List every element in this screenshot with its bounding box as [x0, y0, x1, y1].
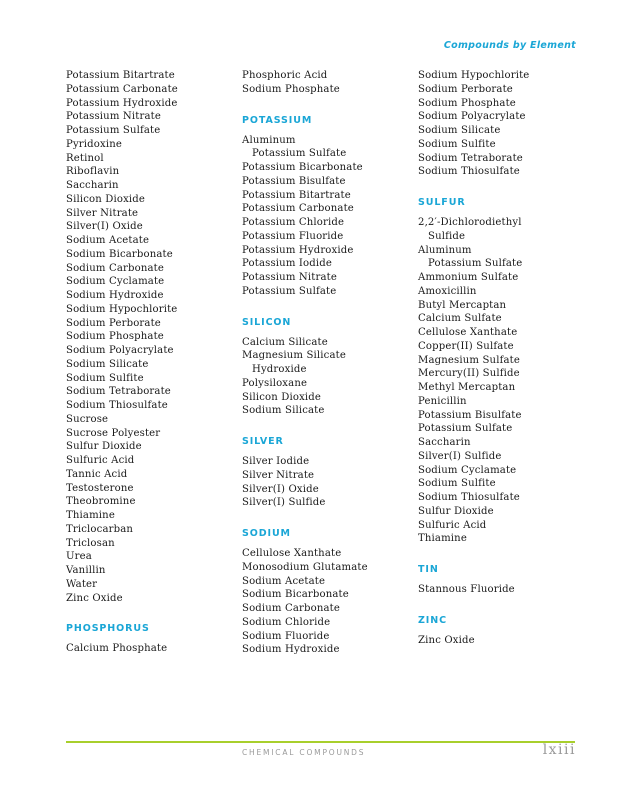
compound-entry: Sodium Hydroxide [242, 644, 340, 656]
compound-entry: Cellulose Xanthate [242, 548, 342, 559]
compound-entry: Sodium Silicate [418, 125, 501, 136]
compound-entry: Sodium Bicarbonate [66, 248, 173, 260]
section-heading-silver: SILVER [242, 436, 284, 447]
compound-entry: Potassium Sulfate [418, 423, 513, 435]
compound-entry: Sodium Carbonate [66, 262, 165, 274]
compound-entry: Potassium Nitrate [66, 111, 161, 123]
compound-entry: Sodium Chloride [242, 616, 331, 628]
compound-entry: Theobromine [66, 496, 136, 508]
running-head: Compounds by Element [443, 40, 576, 51]
compound-entry: Silver(I) Oxide [66, 221, 143, 233]
compound-entry: Potassium Hydroxide [66, 97, 178, 109]
compound-entry: Ammonium Sulfate [418, 272, 519, 283]
compound-entry: Sodium Sulfite [418, 138, 496, 150]
column-3 [418, 69, 588, 648]
compound-entry: Vanillin [66, 565, 106, 576]
page-number: lxiii [542, 742, 576, 758]
compound-entry: Magnesium Silicate Hydroxide [242, 350, 346, 375]
compound-entry: Silver Nitrate [242, 469, 315, 481]
compound-entry: Sucrose [66, 413, 109, 425]
compound-entry: Saccharin [66, 180, 119, 191]
compound-entry: Potassium Bisulfate [242, 175, 346, 187]
compound-entry: Mercury(II) Sulfide [418, 368, 520, 380]
compound-entry: Penicillin [418, 395, 467, 407]
compound-entry: Thiamine [66, 510, 115, 521]
compound-entry: Potassium Bicarbonate [242, 162, 363, 173]
compound-entry: Sodium Hypochlorite [418, 70, 530, 81]
compound-entry: Triclocarban [66, 523, 134, 535]
compound-entry: Sulfuric Acid [418, 519, 487, 531]
compound-entry: Sodium Cyclamate [418, 464, 517, 476]
compound-list [66, 69, 236, 605]
compound-entry: Sodium Silicate [242, 405, 325, 417]
compound-entry: Calcium Sulfate [418, 313, 502, 325]
compound-entry: Silver(I) Sulfide [242, 497, 326, 509]
compound-entry: Triclosan [66, 537, 115, 549]
compound-entry: Copper(II) Sulfate [418, 340, 514, 352]
compound-entry: Zinc Oxide [418, 634, 475, 646]
compound-entry: Sodium Phosphate [66, 331, 164, 343]
compound-entry: Sodium Tetraborate [66, 386, 171, 398]
compound-entry: Silver(I) Oxide [242, 483, 319, 495]
compound-entry: Retinol [66, 152, 104, 164]
compound-entry: Potassium Sulfate [66, 125, 161, 136]
compound-entry: Riboflavin [66, 166, 120, 178]
compound-entry: Amoxicillin [418, 285, 477, 297]
section-heading-zinc: ZINC [418, 614, 447, 626]
compound-entry: Polysiloxane [242, 377, 308, 389]
section-heading-phosphorus: PHOSPHORUS [66, 623, 150, 635]
compound-entry: Potassium Fluoride [242, 230, 344, 242]
compound-entry: Silicon Dioxide [242, 391, 322, 403]
compound-entry: Potassium Carbonate [242, 203, 354, 215]
compound-entry: Sodium Thiosulfate [418, 166, 520, 178]
compound-entry: Sodium Bicarbonate [242, 589, 349, 601]
section-heading-sodium: SODIUM [242, 528, 291, 539]
compound-entry: Sodium Perborate [66, 317, 161, 329]
compound-entry: Sodium Polyacrylate [66, 345, 174, 356]
compound-entry: Methyl Mercaptan [418, 382, 516, 393]
compound-entry: Sodium Hypochlorite [66, 303, 178, 315]
compound-entry: Phosphoric Acid [242, 70, 328, 81]
compound-entry: Potassium Carbonate [66, 83, 178, 95]
compound-entry: Potassium Nitrate [242, 272, 337, 283]
compound-entry: Sodium Silicate [66, 358, 149, 370]
compound-entry: Sodium Polyacrylate [418, 111, 526, 123]
compound-entry: Zinc Oxide [66, 592, 123, 604]
compound-entry: Aluminum Potassium Sulfate [418, 244, 523, 270]
compound-entry: Saccharin [418, 437, 471, 448]
compound-entry: Sodium Tetraborate [418, 152, 523, 164]
compound-entry: Sodium Phosphate [418, 97, 516, 109]
compound-entry: Urea [66, 551, 92, 563]
compound-entry: Pyridoxine [66, 138, 122, 150]
section-heading-tin: TIN [418, 564, 439, 575]
compound-entry: Sulfur Dioxide [418, 505, 494, 517]
compound-entry: Potassium Bisulfate [418, 409, 522, 421]
column-1 [66, 69, 236, 656]
compound-entry: Sodium Cyclamate [66, 276, 165, 288]
compound-entry: Cellulose Xanthate [418, 327, 518, 338]
compound-entry: Calcium Phosphate [66, 643, 168, 655]
compound-entry: Sodium Carbonate [242, 603, 341, 614]
compound-entry: Potassium Iodide [242, 258, 332, 270]
compound-entry: Sodium Hydroxide [66, 290, 164, 301]
compound-entry: Thiamine [418, 533, 467, 545]
compound-entry: Potassium Hydroxide [242, 244, 354, 256]
section-heading-potassium: POTASSIUM [242, 114, 313, 126]
compound-entry: 2,2′-Dichlorodiethyl Sulfide [418, 217, 522, 242]
compound-entry: Sodium Phosphate [242, 83, 340, 95]
compound-entry: Sodium Sulfite [418, 478, 496, 490]
compound-entry: Tannic Acid [66, 468, 128, 480]
compound-entry: Testosterone [66, 482, 134, 494]
footer-title: CHEMICAL COMPOUNDS [242, 748, 366, 757]
compound-entry: Potassium Chloride [242, 217, 345, 228]
footer-rule [66, 741, 575, 743]
compound-entry: Potassium Bitartrate [66, 70, 175, 81]
compound-entry: Sulfur Dioxide [66, 441, 142, 453]
compound-entry: Magnesium Sulfate [418, 354, 520, 366]
compound-entry: Sodium Sulfite [66, 372, 144, 384]
compound-entry: Potassium Sulfate [242, 285, 337, 297]
compound-entry: Sodium Acetate [242, 575, 326, 587]
compound-entry: Calcium Silicate [242, 336, 328, 348]
section-heading-silicon: SILICON [242, 316, 292, 328]
compound-entry: Potassium Bitartrate [242, 189, 351, 201]
compound-entry: Silver Nitrate [66, 207, 139, 219]
compound-entry: Sodium Acetate [66, 235, 150, 246]
compound-entry: Silver(I) Sulfide [418, 450, 502, 462]
compound-entry: Sodium Thiosulfate [66, 400, 168, 411]
compound-entry: Sodium Fluoride [242, 630, 330, 642]
compound-entry: Sulfuric Acid [66, 455, 135, 466]
compound-entry: Monosodium Glutamate [242, 561, 368, 573]
column-2 [242, 69, 412, 657]
compound-entry: Sodium Perborate [418, 83, 513, 95]
compound-entry: Aluminum Potassium Sulfate [242, 134, 347, 160]
section-heading-sulfur: SULFUR [418, 197, 466, 208]
compound-entry: Silicon Dioxide [66, 193, 146, 205]
compound-entry: Stannous Fluoride [418, 584, 515, 595]
compound-entry: Silver Iodide [242, 456, 310, 467]
compound-entry: Butyl Mercaptan [418, 299, 507, 311]
compound-entry: Water [66, 578, 98, 590]
compound-entry: Sucrose Polyester [66, 427, 161, 439]
compound-entry: Sodium Thiosulfate [418, 492, 520, 503]
